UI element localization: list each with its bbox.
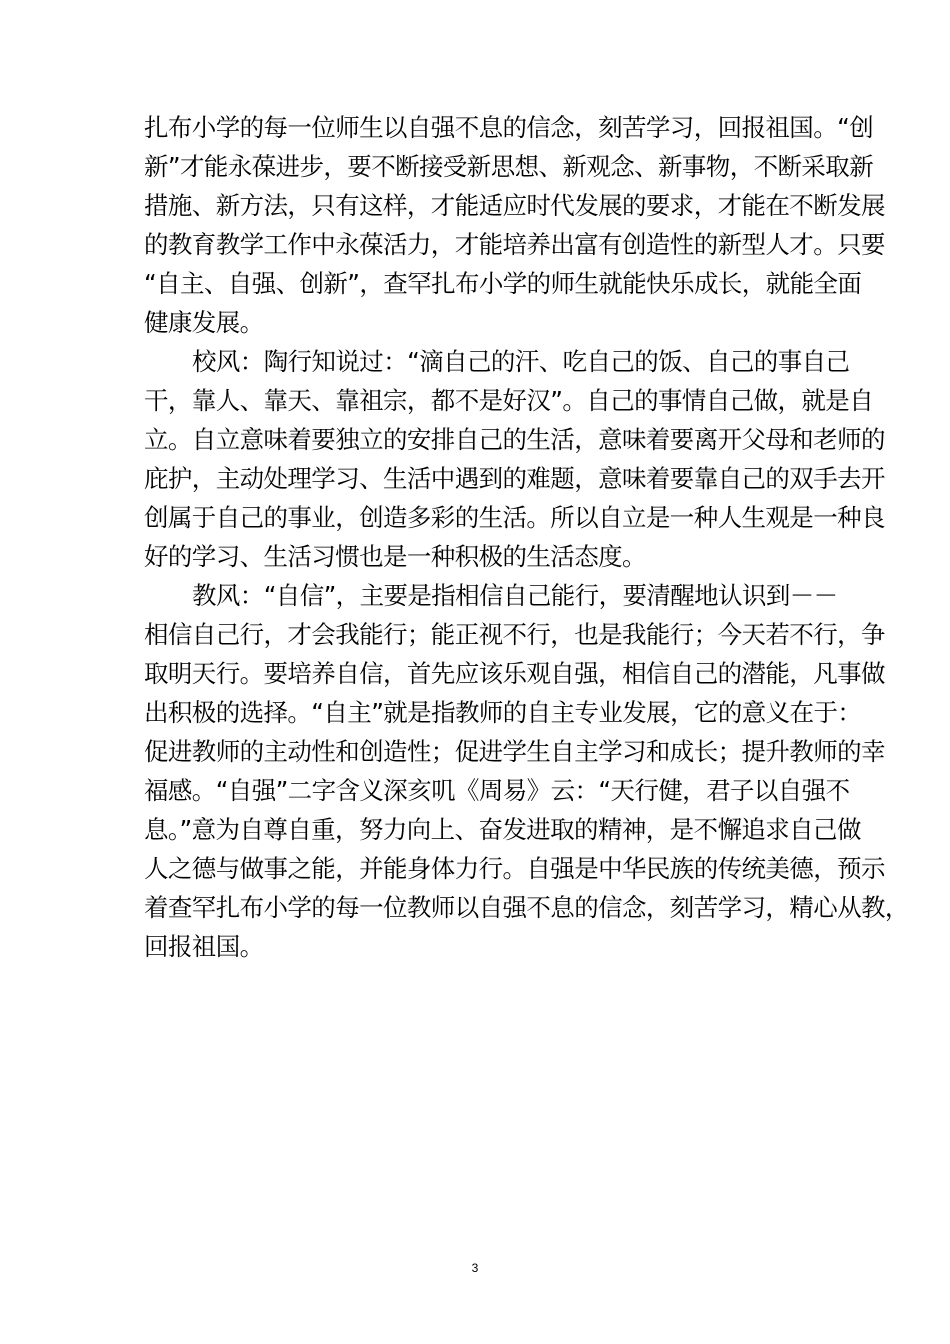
text-line: 息。”意为自尊自重，努力向上、奋发进取的精神，是不懈追求自己做 xyxy=(144,815,861,844)
page-number: 3 xyxy=(471,1261,479,1275)
text-line: 出积极的选择。“自主”就是指教师的自主专业发展，它的意义在于： xyxy=(144,698,862,727)
paragraph-start-line: 校风：陶行知说过：“滴自己的汗、吃自己的饭、自己的事自己 xyxy=(192,347,850,376)
text-line: 创属于自己的事业，创造多彩的生活。所以自立是一种人生观是一种良 xyxy=(144,503,885,532)
text-line: 取明天行。要培养自信，首先应该乐观自强，相信自己的潜能，凡事做 xyxy=(144,659,885,688)
body-text xyxy=(144,108,909,966)
text-line: 福感。“自强”二字含义深亥叽《周易》云：“天行健，君子以自强不 xyxy=(144,776,850,805)
text-line: “自主、自强、创新”，查罕扎布小学的师生就能快乐成长，就能全面 xyxy=(144,269,862,298)
paragraph-start-line: 教风：“自信”，主要是指相信自己能行，要清醒地认识到－－ xyxy=(192,581,838,610)
text-line: 人之德与做事之能，并能身体力行。自强是中华民族的传统美德，预示 xyxy=(144,854,885,883)
text-line: 扎布小学的每一位师生以自强不息的信念，刻苦学习，回报祖国。“创 xyxy=(144,113,874,142)
text-line: 庇护，主动处理学习、生活中遇到的难题，意味着要靠自己的双手去开 xyxy=(144,464,885,493)
text-line: 相信自己行，才会我能行；能正视不行，也是我能行；今天若不行，争 xyxy=(144,620,885,649)
text-line: 干，靠人、靠天、靠祖宗，都不是好汉”。自己的事情自己做，就是自 xyxy=(144,386,874,415)
text-line: 好的学习、生活习惯也是一种积极的生活态度。 xyxy=(144,542,646,571)
text-line: 新”才能永葆进步，要不断接受新思想、新观念、新事物，不断采取新 xyxy=(144,152,874,181)
text-line: 措施、新方法，只有这样，才能适应时代发展的要求，才能在不断发展 xyxy=(144,191,885,220)
text-line: 回报祖国。 xyxy=(144,932,264,961)
text-line: 的教育教学工作中永葆活力，才能培养出富有创造性的新型人才。只要 xyxy=(144,230,885,259)
text-line: 着查罕扎布小学的每一位教师以自强不息的信念，刻苦学习，精心从教， xyxy=(144,893,909,922)
text-line: 立。自立意味着要独立的安排自己的生活，意味着要离开父母和老师的 xyxy=(144,425,885,454)
text-line: 健康发展。 xyxy=(144,308,264,337)
text-line: 促进教师的主动性和创造性；促进学生自主学习和成长；提升教师的幸 xyxy=(144,737,885,766)
